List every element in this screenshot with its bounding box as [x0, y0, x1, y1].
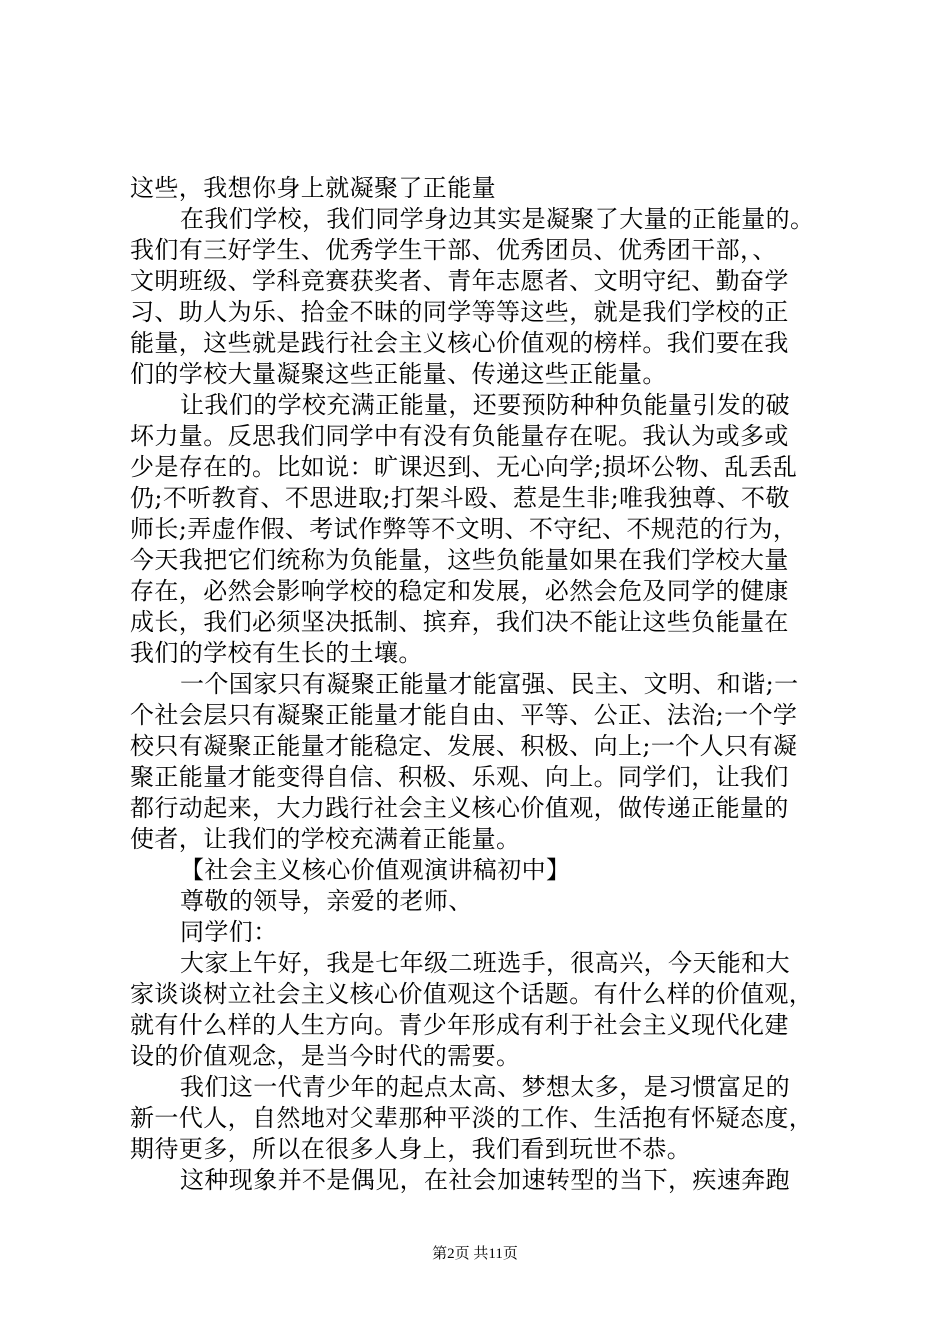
- text-line: 习、助人为乐、拾金不昧的同学等等这些，就是我们学校的正: [130, 298, 789, 326]
- text-line: 仍;不听教育、不思进取;打架斗殴、惹是生非;唯我独尊、不敬: [130, 484, 790, 512]
- text-line: 期待更多，所以在很多人身上，我们看到玩世不恭。: [130, 1135, 692, 1163]
- text-line: 们的学校大量凝聚这些正能量、传递这些正能量。: [130, 360, 667, 388]
- text-line: 成长，我们必须坚决抵制、摈弃，我们决不能让这些负能量在: [130, 608, 789, 636]
- page-footer: 第2页 共11页: [432, 1246, 518, 1262]
- text-line: 坏力量。反思我们同学中有没有负能量存在呢。我认为或多或: [130, 422, 789, 450]
- text-line: 家谈谈树立社会主义核心价值观这个话题。有什么样的价值观，: [130, 980, 814, 1008]
- text-line: 校只有凝聚正能量才能稳定、发展、积极、向上;一个人只有凝: [130, 732, 798, 760]
- text-line: 我们的学校有生长的土壤。: [130, 639, 423, 667]
- text-line: 能量，这些就是践行社会主义核心价值观的榜样。我们要在我: [130, 329, 789, 357]
- text-line: 个社会层只有凝聚正能量才能自由、平等、公正、法治;一个学: [130, 701, 798, 729]
- text-line: 这些，我想你身上就凝聚了正能量: [130, 174, 496, 202]
- text-line: 都行动起来，大力践行社会主义核心价值观，做传递正能量的: [130, 794, 789, 822]
- text-line: 少是存在的。比如说：旷课迟到、无心向学;损坏公物、乱丢乱: [130, 453, 798, 481]
- text-line: 使者，让我们的学校充满着正能量。: [130, 825, 521, 853]
- text-line: 存在，必然会影响学校的稳定和发展，必然会危及同学的健康: [130, 577, 789, 605]
- text-line: 文明班级、学科竞赛获奖者、青年志愿者、文明守纪、勤奋学: [130, 267, 789, 295]
- text-line: 【社会主义核心价值观演讲稿初中】: [180, 856, 571, 884]
- text-line: 新一代人，自然地对父辈那种平淡的工作、生活抱有怀疑态度，: [130, 1104, 814, 1132]
- text-line: 这种现象并不是偶见，在社会加速转型的当下，疾速奔跑: [180, 1166, 790, 1194]
- text-line: 就有什么样的人生方向。青少年形成有利于社会主义现代化建: [130, 1011, 789, 1039]
- text-line: 一个国家只有凝聚正能量才能富强、民主、文明、和谐;一: [180, 670, 799, 698]
- text-line: 聚正能量才能变得自信、积极、乐观、向上。同学们，让我们: [130, 763, 789, 791]
- text-line: 今天我把它们统称为负能量，这些负能量如果在我们学校大量: [130, 546, 789, 574]
- text-line: 尊敬的领导，亲爱的老师、: [180, 887, 473, 915]
- text-line: 我们这一代青少年的起点太高、梦想太多，是习惯富足的: [180, 1073, 790, 1101]
- document-body: [130, 173, 860, 1196]
- text-line: 师长;弄虚作假、考试作弊等不文明、不守纪、不规范的行为，: [130, 515, 798, 543]
- text-line: 我们有三好学生、优秀学生干部、优秀团员、优秀团干部，、: [130, 236, 777, 264]
- text-line: 在我们学校，我们同学身边其实是凝聚了大量的正能量的。: [180, 205, 815, 233]
- text-line: 大家上午好，我是七年级二班选手，很高兴，今天能和大: [180, 949, 790, 977]
- text-line: 让我们的学校充满正能量，还要预防种种负能量引发的破: [180, 391, 790, 419]
- text-line: 设的价值观念，是当今时代的需要。: [130, 1042, 521, 1070]
- text-line: 同学们：: [180, 918, 278, 946]
